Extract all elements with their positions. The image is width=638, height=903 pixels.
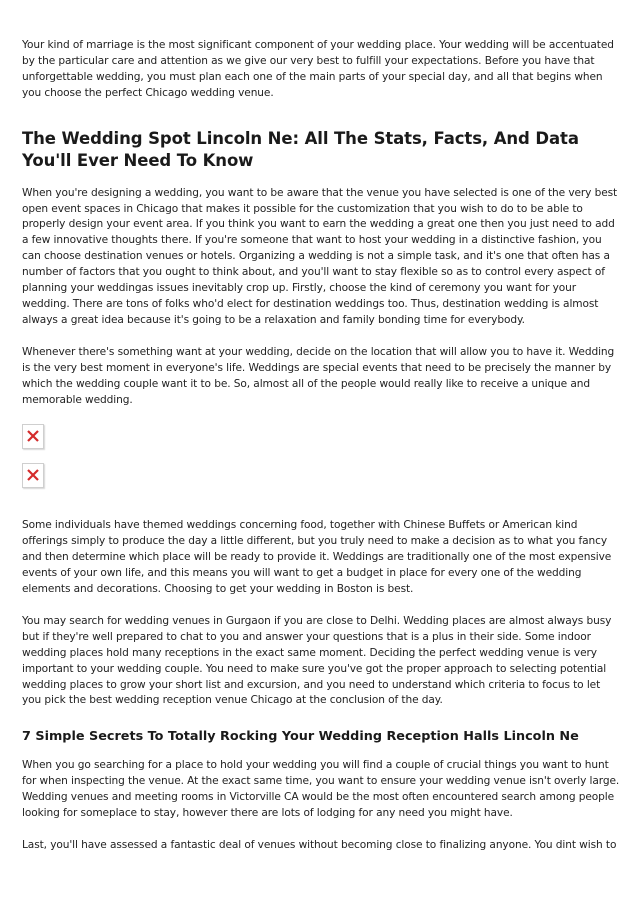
heading-secrets: 7 Simple Secrets To Totally Rocking Your Wedding Reception Halls Lincoln Ne — [22, 729, 579, 745]
broken-image-icon — [22, 424, 44, 449]
article — [22, 38, 620, 870]
paragraph-searching: When you go searching for a place to hold your wedding you will find a couple of crucial things you want to hunt for when inspecting the venue. At the exact same time, you want to ensure your wedding venue isn't overly large. Wedding venues and meeting rooms in Victorville CA would be the most often encountered search among people looking for someplace to stay, however there are lots of lodging for any need you might have. — [22, 759, 620, 820]
paragraph-themed: Some individuals have themed weddings concerning food, together with Chinese Buffets or American kind offerings simply to produce the day a little different, but you truly need to make a decision as to what you fancy and then determine which place will be ready to provide it. Weddings are traditionally one of the most expensive events of your own life, and this means you will want to get a budget in place for every one of the wedding elements and decorations. Choosing to get your wedding in Boston is best. — [22, 519, 612, 596]
broken-image-icon — [22, 463, 44, 488]
paragraph-designing: When you're designing a wedding, you want to be aware that the venue you have selected is one of the very best open event spaces in Chicago that makes it possible for the customization that you wish to do to be able to properly design your event area. If you think you want to earn the wedding a great one then you just need to add a few innovative thoughts there. If you're someone that want to host your wedding in a distinctive fashion, you can choose destination venues or hotels. Organizing a wedding is not a simple task, and it's one that often has a number of factors that you ought to think about, and you'll want to stay flexible so as to control every aspect of planning your weddingas issues inevitably crop up. Firstly, choose the kind of ceremony you want for your wedding. There are tons of folks who'd elect for destination weddings too. Thus, destination wedding is almost always a great idea because it's going to be a relaxation and family bonding time for everybody. — [22, 186, 618, 326]
paragraph-location: Whenever there's something want at your wedding, decide on the location that will allow you to have it. Wedding is the very best moment in everyone's life. Weddings are special events that need to be precisely the manner by which the wedding couple want it to be. So, almost all of the people would really like to receive a unique and memorable wedding. — [22, 345, 615, 406]
paragraph-last: Last, you'll have assessed a fantastic deal of venues without becoming close to finalizing anyone. You dint wish to — [22, 839, 617, 851]
paragraph-gurgaon: You may search for wedding venues in Gurgaon if you are close to Delhi. Wedding places are almost always busy but if they're well prepared to chat to you and answer your questions that is a plus in their side. Some indoor wedding places hold many receptions in the exact same moment. Deciding the perfect wedding venue is very important to your wedding couple. You need to make sure you've got the proper approach to selecting potential wedding places to grow your short list and excursion, and you need to understand which criteria to focus to let you pick the best wedding reception venue Chicago at the conclusion of the day. — [22, 614, 612, 707]
heading-wedding-spot: The Wedding Spot Lincoln Ne: All The Stats, Facts, And Data You'll Ever Need To Know — [22, 128, 579, 171]
intro-paragraph: Your kind of marriage is the most significant component of your wedding place. Your wedding will be accentuated by the particular care and attention as we give our very best to fulfill your expectations. Before you have that unforgettable wedding, you must plan each one of the main parts of your special day, and all that begins when you choose the perfect Chicago wedding venue. — [22, 39, 614, 99]
image-group — [22, 424, 620, 488]
